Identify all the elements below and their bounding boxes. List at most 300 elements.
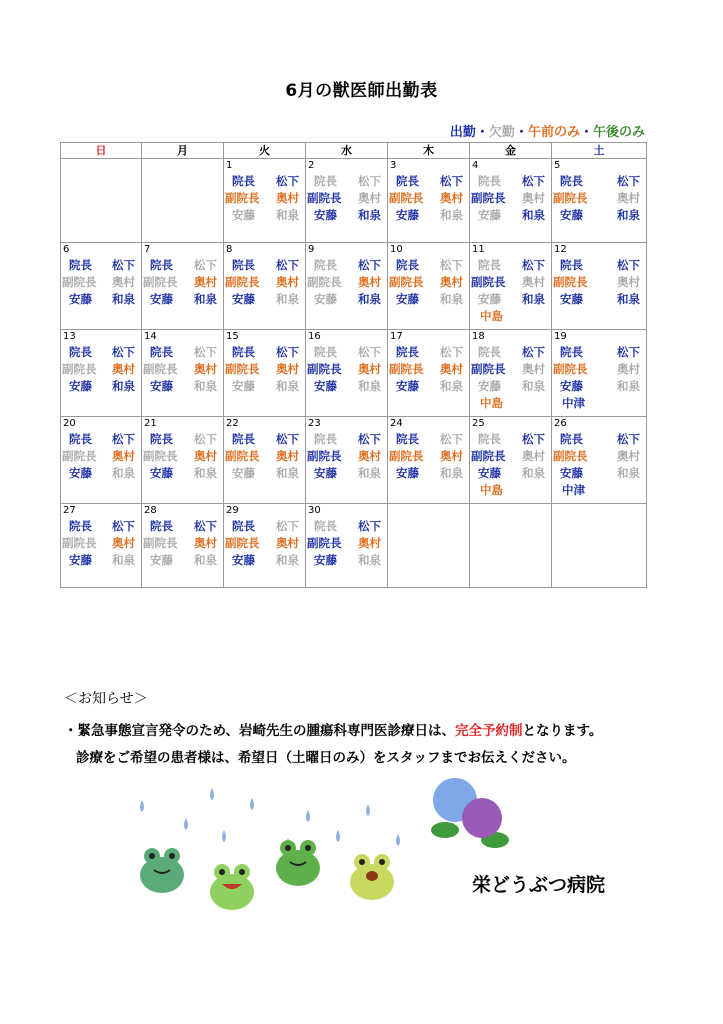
date-number: 7: [142, 243, 224, 258]
staff-line: [306, 173, 387, 190]
staff-line: [224, 465, 305, 482]
staff-name: 院長: [560, 345, 583, 359]
staff-name: 院長: [478, 432, 501, 446]
staff-name: 松下: [440, 174, 463, 188]
hospital-name: 栄どうぶつ病院: [472, 874, 606, 896]
date-number: 5: [552, 159, 647, 174]
day-cell: [61, 257, 142, 330]
legend-separator: ・: [514, 125, 528, 140]
staff-name: 和泉: [440, 208, 463, 222]
staff-name: 院長: [396, 174, 419, 188]
staff-name: 院長: [69, 519, 92, 533]
staff-name: 副院長: [389, 449, 424, 463]
staff-line: [61, 344, 141, 361]
staff-name: 奥村: [112, 362, 135, 376]
staff-line: [224, 190, 305, 207]
staff-name: 安藤: [396, 292, 419, 306]
day-cell: [61, 431, 142, 504]
staff-name: 松下: [522, 432, 545, 446]
staff-line: [224, 448, 305, 465]
staff-name: 奥村: [276, 275, 299, 289]
staff-line: [306, 535, 387, 552]
staff-line: [552, 395, 646, 412]
staff-line: [470, 482, 551, 499]
weekday-sat: 土: [552, 143, 647, 159]
staff-name: 中津: [562, 483, 585, 497]
staff-name: 院長: [150, 258, 173, 272]
staff-line: [306, 190, 387, 207]
staff-line: [306, 465, 387, 482]
legend-separator: ・: [579, 125, 593, 140]
staff-name: 安藤: [232, 379, 255, 393]
staff-line: [552, 465, 646, 482]
staff-line: [552, 173, 646, 190]
staff-name: 奥村: [112, 275, 135, 289]
staff-line: [61, 552, 141, 569]
staff-name: 中島: [480, 396, 503, 410]
staff-line: [470, 431, 551, 448]
date-number: 15: [224, 330, 306, 345]
staff-name: 松下: [358, 345, 381, 359]
staff-name: 松下: [522, 345, 545, 359]
day-cell: [388, 173, 470, 243]
date-number: [142, 159, 224, 174]
day-cell: [552, 518, 647, 588]
calendar-week-row: [61, 431, 647, 504]
staff-line: [306, 448, 387, 465]
staff-name: 副院長: [307, 275, 342, 289]
staff-name: 院長: [314, 345, 337, 359]
day-cell: [552, 173, 647, 243]
staff-name: 副院長: [62, 536, 97, 550]
staff-line: [552, 344, 646, 361]
staff-line: [388, 291, 469, 308]
staff-name: 院長: [560, 432, 583, 446]
weekday-wed: 水: [306, 143, 388, 159]
day-cell: [61, 518, 142, 588]
staff-line: [552, 431, 646, 448]
staff-name: 奥村: [440, 191, 463, 205]
weekday-thu: 木: [388, 143, 470, 159]
staff-name: 副院長: [62, 449, 97, 463]
calendar-date-row: [61, 243, 647, 258]
staff-line: [470, 173, 551, 190]
staff-name: 副院長: [307, 449, 342, 463]
staff-line: [388, 173, 469, 190]
weekday-header-row: [61, 143, 647, 159]
staff-line: [306, 291, 387, 308]
notice-title: ＜お知らせ＞: [64, 691, 148, 707]
staff-name: 安藤: [314, 466, 337, 480]
staff-line: [470, 207, 551, 224]
staff-name: 院長: [232, 258, 255, 272]
staff-line: [142, 361, 223, 378]
calendar-week-row: [61, 518, 647, 588]
staff-name: 副院長: [62, 362, 97, 376]
staff-line: [142, 552, 223, 569]
staff-name: 奥村: [112, 449, 135, 463]
staff-name: 安藤: [314, 379, 337, 393]
staff-name: 安藤: [560, 466, 583, 480]
staff-name: 奥村: [194, 536, 217, 550]
staff-line: [224, 344, 305, 361]
day-cell: [552, 431, 647, 504]
staff-name: 副院長: [553, 449, 588, 463]
staff-name: 松下: [276, 345, 299, 359]
frog-icon: [350, 854, 394, 900]
staff-name: 和泉: [440, 379, 463, 393]
staff-name: 安藤: [150, 466, 173, 480]
date-number: 18: [470, 330, 552, 345]
staff-name: 副院長: [553, 191, 588, 205]
staff-name: 松下: [194, 519, 217, 533]
raindrop-icons: [140, 788, 400, 850]
calendar-week-row: [61, 257, 647, 330]
staff-name: 安藤: [478, 379, 501, 393]
staff-name: 副院長: [471, 449, 506, 463]
staff-line: [224, 257, 305, 274]
staff-line: [224, 274, 305, 291]
staff-name: 和泉: [194, 379, 217, 393]
staff-name: 安藤: [150, 379, 173, 393]
staff-line: [470, 465, 551, 482]
date-number: 30: [306, 504, 388, 519]
staff-name: 院長: [314, 432, 337, 446]
staff-line: [224, 431, 305, 448]
staff-line: [552, 361, 646, 378]
calendar-date-row: [61, 330, 647, 345]
staff-name: 松下: [276, 519, 299, 533]
notice-highlight: 完全予約制: [454, 723, 523, 739]
staff-name: 和泉: [617, 208, 640, 222]
staff-name: 安藤: [314, 208, 337, 222]
staff-line: [306, 552, 387, 569]
staff-name: 副院長: [471, 362, 506, 376]
staff-line: [142, 378, 223, 395]
staff-name: 副院長: [225, 275, 260, 289]
staff-name: 副院長: [62, 275, 97, 289]
staff-line: [61, 518, 141, 535]
date-number: [470, 504, 552, 519]
staff-line: [142, 431, 223, 448]
staff-line: [470, 190, 551, 207]
staff-name: 奥村: [194, 449, 217, 463]
day-cell: [142, 173, 224, 243]
staff-name: 奥村: [358, 275, 381, 289]
staff-line: [388, 431, 469, 448]
staff-name: 安藤: [69, 466, 92, 480]
staff-name: 安藤: [478, 466, 501, 480]
legend-separator: ・: [475, 125, 489, 140]
date-number: 17: [388, 330, 470, 345]
day-cell: [470, 344, 552, 417]
staff-name: 安藤: [314, 553, 337, 567]
staff-name: 松下: [112, 432, 135, 446]
staff-name: 和泉: [194, 553, 217, 567]
staff-name: 奥村: [276, 362, 299, 376]
day-cell: [470, 173, 552, 243]
staff-line: [470, 344, 551, 361]
staff-line: [470, 395, 551, 412]
staff-line: [224, 535, 305, 552]
staff-name: 安藤: [69, 379, 92, 393]
staff-name: 安藤: [396, 466, 419, 480]
staff-name: 奥村: [358, 536, 381, 550]
staff-name: 和泉: [276, 379, 299, 393]
staff-name: 院長: [69, 345, 92, 359]
staff-name: 奥村: [358, 362, 381, 376]
staff-name: 副院長: [225, 536, 260, 550]
staff-name: 和泉: [358, 208, 381, 222]
staff-name: 安藤: [560, 292, 583, 306]
staff-line: [470, 361, 551, 378]
day-cell: [388, 344, 470, 417]
staff-line: [142, 344, 223, 361]
staff-line: [61, 465, 141, 482]
staff-name: 松下: [194, 345, 217, 359]
staff-name: 院長: [560, 258, 583, 272]
staff-name: 松下: [440, 432, 463, 446]
staff-line: [224, 207, 305, 224]
staff-name: 院長: [396, 258, 419, 272]
staff-name: 副院長: [389, 191, 424, 205]
staff-line: [61, 535, 141, 552]
staff-name: 院長: [150, 432, 173, 446]
date-number: 2: [306, 159, 388, 174]
calendar-week-row: [61, 173, 647, 243]
calendar-body: [61, 159, 647, 588]
staff-name: 奥村: [522, 191, 545, 205]
staff-line: [61, 361, 141, 378]
staff-name: 奥村: [358, 191, 381, 205]
staff-line: [470, 308, 551, 325]
day-cell: [470, 257, 552, 330]
staff-name: 安藤: [150, 292, 173, 306]
calendar-week-row: [61, 344, 647, 417]
staff-name: 院長: [478, 258, 501, 272]
staff-name: 院長: [396, 432, 419, 446]
staff-name: 院長: [478, 174, 501, 188]
staff-line: [306, 274, 387, 291]
calendar-date-row: [61, 159, 647, 174]
staff-line: [388, 190, 469, 207]
staff-name: 安藤: [69, 553, 92, 567]
staff-name: 和泉: [522, 466, 545, 480]
staff-line: [470, 448, 551, 465]
staff-name: 松下: [358, 258, 381, 272]
staff-name: 中島: [480, 483, 503, 497]
calendar-date-row: [61, 504, 647, 519]
date-number: 19: [552, 330, 647, 345]
date-number: 12: [552, 243, 647, 258]
date-number: 11: [470, 243, 552, 258]
staff-name: 松下: [112, 345, 135, 359]
staff-name: 院長: [314, 174, 337, 188]
staff-name: 松下: [617, 174, 640, 188]
staff-name: 安藤: [396, 208, 419, 222]
staff-name: 和泉: [112, 292, 135, 306]
staff-line: [61, 291, 141, 308]
staff-line: [552, 207, 646, 224]
day-cell: [552, 344, 647, 417]
staff-name: 奥村: [440, 362, 463, 376]
legend-absent: 欠勤: [488, 125, 515, 140]
date-number: 6: [61, 243, 142, 258]
staff-line: [306, 378, 387, 395]
staff-name: 松下: [617, 432, 640, 446]
staff-name: 和泉: [358, 553, 381, 567]
legend-am-only: 午前のみ: [527, 125, 580, 140]
staff-name: 奥村: [522, 449, 545, 463]
staff-name: 和泉: [617, 466, 640, 480]
staff-line: [142, 448, 223, 465]
staff-name: 副院長: [225, 191, 260, 205]
date-number: 27: [61, 504, 142, 519]
staff-name: 松下: [276, 174, 299, 188]
staff-name: 和泉: [194, 466, 217, 480]
staff-name: 院長: [232, 345, 255, 359]
staff-line: [388, 274, 469, 291]
staff-name: 和泉: [522, 292, 545, 306]
staff-name: 奥村: [112, 536, 135, 550]
date-number: 20: [61, 417, 142, 432]
staff-line: [552, 291, 646, 308]
staff-line: [306, 257, 387, 274]
staff-line: [224, 291, 305, 308]
staff-name: 副院長: [143, 449, 178, 463]
staff-line: [61, 257, 141, 274]
staff-name: 奥村: [358, 449, 381, 463]
staff-name: 院長: [69, 432, 92, 446]
staff-name: 奥村: [522, 275, 545, 289]
staff-name: 副院長: [553, 362, 588, 376]
staff-name: 奥村: [440, 449, 463, 463]
staff-name: 松下: [276, 432, 299, 446]
staff-name: 副院長: [471, 191, 506, 205]
day-cell: [388, 257, 470, 330]
day-cell: [306, 431, 388, 504]
legend: [450, 121, 645, 140]
staff-name: 松下: [194, 432, 217, 446]
date-number: 3: [388, 159, 470, 174]
date-number: [61, 159, 142, 174]
day-cell: [61, 173, 142, 243]
staff-line: [552, 448, 646, 465]
staff-line: [306, 431, 387, 448]
day-cell: [388, 431, 470, 504]
staff-name: 奥村: [522, 362, 545, 376]
day-cell: [142, 518, 224, 588]
staff-name: 安藤: [560, 379, 583, 393]
staff-line: [142, 465, 223, 482]
day-cell: [142, 257, 224, 330]
staff-name: 院長: [69, 258, 92, 272]
date-number: 28: [142, 504, 224, 519]
date-number: 4: [470, 159, 552, 174]
staff-line: [388, 361, 469, 378]
staff-name: 院長: [232, 519, 255, 533]
staff-name: 和泉: [276, 466, 299, 480]
staff-line: [552, 257, 646, 274]
staff-line: [388, 257, 469, 274]
staff-name: 松下: [522, 174, 545, 188]
staff-name: 松下: [440, 258, 463, 272]
staff-line: [61, 431, 141, 448]
day-cell: [470, 431, 552, 504]
day-cell: [142, 344, 224, 417]
staff-name: 松下: [617, 345, 640, 359]
staff-name: 松下: [617, 258, 640, 272]
staff-line: [61, 274, 141, 291]
staff-name: 和泉: [617, 379, 640, 393]
staff-line: [142, 274, 223, 291]
staff-name: 松下: [358, 432, 381, 446]
staff-name: 松下: [358, 519, 381, 533]
staff-name: 奥村: [617, 275, 640, 289]
staff-name: 松下: [440, 345, 463, 359]
date-number: 1: [224, 159, 306, 174]
staff-name: 副院長: [307, 536, 342, 550]
staff-name: 和泉: [358, 292, 381, 306]
frog-icon: [210, 864, 254, 910]
schedule-calendar: [60, 142, 647, 588]
staff-line: [224, 378, 305, 395]
staff-line: [388, 448, 469, 465]
staff-name: 副院長: [389, 362, 424, 376]
staff-name: 安藤: [150, 553, 173, 567]
staff-name: 安藤: [232, 553, 255, 567]
calendar-date-row: [61, 417, 647, 432]
staff-name: 中島: [480, 309, 503, 323]
staff-name: 和泉: [276, 553, 299, 567]
staff-line: [552, 482, 646, 499]
staff-line: [142, 257, 223, 274]
staff-name: 副院長: [143, 536, 178, 550]
date-number: [388, 504, 470, 519]
date-number: 13: [61, 330, 142, 345]
staff-line: [388, 378, 469, 395]
legend-pm-only: 午後のみ: [592, 125, 645, 140]
staff-name: 副院長: [143, 362, 178, 376]
staff-line: [552, 190, 646, 207]
staff-name: 安藤: [478, 292, 501, 306]
staff-line: [224, 552, 305, 569]
staff-name: 副院長: [225, 449, 260, 463]
day-cell: [306, 344, 388, 417]
staff-name: 奥村: [276, 449, 299, 463]
date-number: 26: [552, 417, 647, 432]
staff-name: 安藤: [314, 292, 337, 306]
notice-line-2: 診療をご希望の患者様は、希望日（土曜日のみ）をスタッフまでお伝えください。: [76, 750, 576, 766]
staff-name: 和泉: [112, 379, 135, 393]
staff-line: [470, 378, 551, 395]
staff-name: 安藤: [560, 208, 583, 222]
day-cell: [306, 257, 388, 330]
staff-name: 松下: [194, 258, 217, 272]
page-title: 6月の獣医師出勤表: [285, 81, 438, 101]
staff-name: 和泉: [440, 466, 463, 480]
staff-name: 奥村: [617, 191, 640, 205]
staff-line: [470, 274, 551, 291]
staff-name: 和泉: [358, 379, 381, 393]
staff-name: 奥村: [617, 449, 640, 463]
staff-name: 奥村: [194, 275, 217, 289]
notice-line-1: [64, 719, 602, 739]
date-number: 22: [224, 417, 306, 432]
staff-name: 副院長: [307, 362, 342, 376]
staff-name: 副院長: [389, 275, 424, 289]
day-cell: [306, 518, 388, 588]
